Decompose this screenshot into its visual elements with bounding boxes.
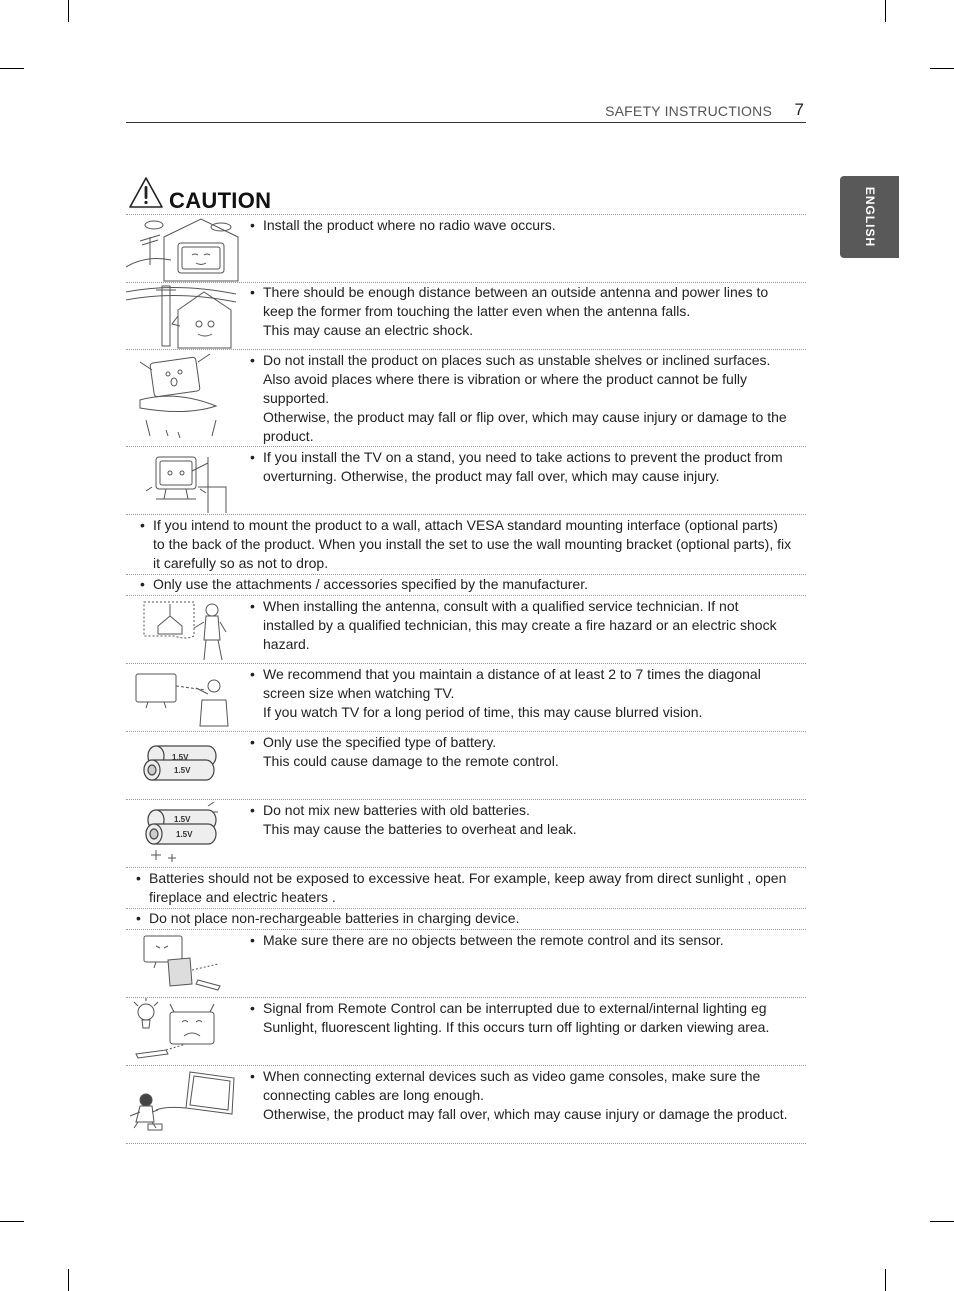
game-console-cable-icon: [126, 1066, 241, 1143]
section-title: SAFETY INSTRUCTIONS: [605, 103, 772, 119]
item-line: This could cause damage to the remote control.: [263, 753, 559, 769]
item-line: We recommend that you maintain a distance of at least 2 to 7 times the diagonal screen size when watching TV.: [263, 666, 761, 701]
item-line: Signal from Remote Control can be interrupted due to external/internal lighting eg Sunlight, fluorescent lighting. If this occurs turn off lighting or darken viewing area.: [263, 1000, 770, 1035]
item-text: • When installing the antenna, consult with a qualified service technician. If not installed by a qualified technician, this may create a fire hazard or an electric shock hazard.: [263, 597, 793, 654]
caution-item: [126, 575, 806, 596]
crop-mark: [930, 1221, 954, 1222]
caution-item: [126, 350, 806, 447]
caution-item: [126, 930, 806, 998]
crop-mark: [885, 0, 886, 22]
remote-obstacle-icon: [126, 930, 241, 997]
item-line: There should be enough distance between an outside antenna and power lines to keep the former from touching the latter even when the antenna falls.: [263, 284, 769, 319]
battery-icon: [126, 732, 241, 799]
item-text: • Install the product where no radio wave occurs.: [263, 216, 793, 235]
crop-mark: [930, 68, 954, 69]
mixed-battery-icon: [126, 800, 241, 867]
item-text: • Do not mix new batteries with old batteries. This may cause the batteries to overheat and leak.: [263, 801, 793, 839]
item-line: This may cause an electric shock.: [263, 322, 474, 338]
item-line: Do not mix new batteries with old batteries.: [263, 802, 530, 818]
lighting-interference-icon: [126, 998, 241, 1065]
warning-triangle-icon: [128, 176, 164, 210]
caution-item: [126, 800, 806, 868]
viewing-distance-icon: [126, 664, 241, 731]
item-line: When installing the antenna, consult with a qualified service technician. If not installed by a qualified technician, this may create a fire hazard or an electric shock hazard.: [263, 598, 777, 652]
language-tab: [840, 176, 899, 258]
item-text: • Make sure there are no objects between the remote control and its sensor.: [263, 931, 793, 950]
item-line: Otherwise, the product may fall over, which may cause injury or damage the product.: [263, 1106, 788, 1122]
crop-mark: [68, 0, 69, 22]
item-line: Only use the attachments / accessories specified by the manufacturer.: [153, 576, 588, 592]
item-line: Batteries should not be exposed to excessive heat. For example, keep away from direct sunlight , open fireplace and electric heaters .: [149, 870, 787, 905]
item-text: • Only use the specified type of battery. This could cause damage to the remote control.: [263, 733, 793, 771]
caution-item: [126, 998, 806, 1066]
caution-item: [126, 664, 806, 732]
item-line: If you install the TV on a stand, you need to take actions to prevent the product from overturning. Otherwise, the product may fall over, which may cause injury.: [263, 449, 783, 484]
caution-title: CAUTION: [169, 188, 272, 213]
battery-label: 1.5V: [174, 815, 191, 824]
caution-item: [126, 515, 806, 575]
item-line: Do not install the product on places such as unstable shelves or inclined surfaces.: [263, 352, 771, 368]
antenna-powerline-icon: [126, 282, 241, 349]
item-text: • When connecting external devices such as video game consoles, make sure the connecting cables are long enough. Otherwise, the product may fall over, which may cause injury or damage the product.: [263, 1067, 793, 1124]
battery-label: 1.5V: [176, 830, 193, 839]
item-line: Only use the specified type of battery.: [263, 734, 497, 750]
item-text: • If you install the TV on a stand, you need to take actions to prevent the product from overturning. Otherwise, the product may fall over, which may cause injury.: [263, 448, 793, 486]
item-text: • Do not place non-rechargeable batteries in charging device.: [149, 909, 789, 928]
caution-item: [126, 596, 806, 664]
crop-mark: [68, 1269, 69, 1291]
item-text: • If you intend to mount the product to a wall, attach VESA standard mounting interface (optional parts) to the back of the product. When you install the set to use the wall mounting bracket (optional parts), fix it carefully so as not to drop.: [140, 517, 792, 571]
item-line: This may cause the batteries to overheat and leak.: [263, 821, 577, 837]
crop-mark: [885, 1269, 886, 1291]
item-text: • Do not install the product on places such as unstable shelves or inclined surfaces. Also avoid places where there is vibration or where the product cannot be fully supported. Otherwise, the product may fall or flip over, which may cause injury or damage to the product.: [263, 351, 793, 446]
item-line: Install the product where no radio wave occurs.: [263, 217, 556, 233]
caution-item: [126, 1066, 806, 1144]
item-line: Do not place non-rechargeable batteries in charging device.: [149, 910, 520, 926]
item-text: • Batteries should not be exposed to excessive heat. For example, keep away from direct sunlight , open fireplace and electric heaters .: [149, 869, 789, 907]
item-line: If you watch TV for a long period of time, this may cause blurred vision.: [263, 704, 703, 720]
technician-antenna-icon: [126, 596, 241, 663]
item-line: Otherwise, the product may fall or flip over, which may cause injury or damage to the product.: [263, 409, 787, 444]
unstable-tv-icon: [126, 350, 241, 446]
caution-item: [126, 909, 806, 930]
antenna-house-tv-icon: [126, 215, 241, 282]
caution-item: [126, 447, 806, 515]
item-line: Make sure there are no objects between the remote control and its sensor.: [263, 932, 724, 948]
item-text: • There should be enough distance between an outside antenna and power lines to keep the former from touching the latter even when the antenna falls. This may cause an electric shock.: [263, 283, 793, 340]
item-line: When connecting external devices such as video game consoles, make sure the connecting cables are long enough.: [263, 1068, 761, 1103]
caution-item: [126, 732, 806, 800]
caution-item: [126, 214, 806, 283]
language-label: ENGLISH: [863, 186, 877, 248]
item-line: Also avoid places where there is vibration or where the product cannot be fully supported.: [263, 371, 748, 406]
crop-mark: [0, 1221, 24, 1222]
caution-item: [126, 868, 806, 909]
item-text: • Signal from Remote Control can be interrupted due to external/internal lighting eg Sunlight, fluorescent lighting. If this occurs turn off lighting or darken viewing area.: [263, 999, 793, 1037]
item-text: • We recommend that you maintain a distance of at least 2 to 7 times the diagonal screen size when watching TV. If you watch TV for a long period of time, this may cause blurred vision.: [263, 665, 793, 722]
crop-mark: [0, 68, 24, 69]
item-text: • Only use the attachments / accessories specified by the manufacturer.: [153, 575, 793, 594]
caution-item: [126, 282, 806, 350]
item-line: If you intend to mount the product to a wall, attach VESA standard mounting interface (optional parts) to the back of the product. When you install the set to use the wall mounting bracket (optional parts), fix it carefully so as not to drop.: [153, 517, 792, 571]
page-number: 7: [794, 100, 804, 119]
page-header: [126, 100, 806, 123]
tv-stand-strap-icon: [126, 447, 241, 514]
battery-label: 1.5V: [172, 753, 189, 762]
battery-label: 1.5V: [174, 766, 191, 775]
